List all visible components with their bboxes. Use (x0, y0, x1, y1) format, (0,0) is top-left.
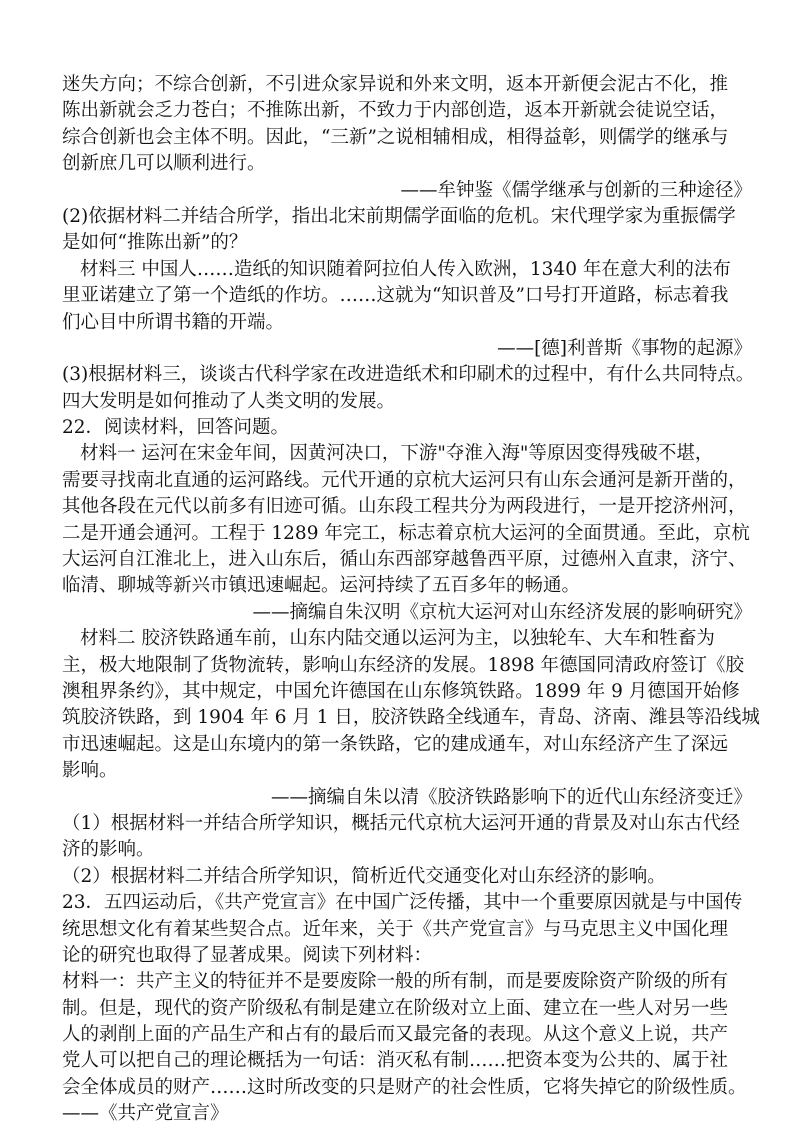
material-text: 其他各段在元代以前多有旧迹可循。山东段工程共分为两段进行，一是开挖济州河， (62, 496, 747, 518)
material-text: 里亚诺建立了第一个造纸的作坊。……这就为“知识普及”口号打开道路，标志着我 (62, 285, 729, 307)
material-text: 材料二 胶济铁路通车前，山东内陆交通以运河为主，以独轮车、大车和牲畜为 (80, 628, 715, 650)
material-text: 党人可以把自己的理论概括为一句话：消灭私有制……把资本变为公共的、属于社 (62, 1050, 729, 1072)
material-text: 需要寻找南北直通的运河路线。元代开通的京杭大运河只有山东会通河是新开凿的， (62, 469, 747, 491)
question-text: 统思想文化有着某些契合点。近年来，关于《共产党宣言》与马克思主义中国化理 (62, 918, 729, 940)
document-page (62, 72, 760, 1128)
material-text: 们心目中所谓书籍的开端。 (62, 311, 285, 333)
source-citation: ——摘编自朱以清《胶济铁路影响下的近代山东经济变迁》 (270, 786, 752, 808)
material-text: 市迅速崛起。这是山东境内的第一条铁路，它的建成通车，对山东经济产生了深远 (62, 733, 729, 755)
material-text: 会全体成员的财产……这时所改变的只是财产的社会性质，它将失掉它的阶级性质。 (62, 1076, 747, 1098)
question-text: 四大发明是如何推动了人类文明的发展。 (62, 390, 396, 412)
material-text: 筑胶济铁路，到 1904 年 6 月 1 日，胶济铁路全线通车，青岛、济南、潍县等沿线城 (62, 707, 760, 729)
material-text: 材料三 中国人……造纸的知识随着阿拉伯人传入欧洲，1340 年在意大利的法布 (80, 258, 731, 280)
material-text: 制。但是，现代的资产阶级私有制是建立在阶级对立上面、建立在一些人对另一些 (62, 997, 729, 1019)
material-text: 临清、聊城等新兴市镇迅速崛起。运河持续了五百多年的畅通。 (62, 575, 581, 597)
text-line: 综合创新也会主体不明。因此，“三新”之说相辅相成，相得益彰，则儒学的继承与 (62, 126, 729, 148)
material-text: 材料一：共产主义的特征并不是要废除一般的所有制，而是要废除资产阶级的所有 (62, 971, 729, 993)
question-heading: 23．五四运动后，《共产党宣言》在中国广泛传播，其中一个重要原因就是与中国传 (62, 892, 743, 914)
question-text: 是如何“推陈出新”的？ (62, 232, 248, 254)
material-text: 大运河自江淮北上，进入山东后，循山东西部穿越鲁西平原，过德州入直隶，济宁、 (62, 549, 747, 571)
material-text: 二是开通会通河。工程于 1289 年完工，标志着京杭大运河的全面贯通。至此，京杭 (62, 522, 750, 544)
material-text: 主，极大地限制了货物流转，影响山东经济的发展。1898 年德国同清政府签订《胶 (62, 654, 744, 676)
question-text: 论的研究也取得了显著成果。阅读下列材料： (62, 944, 433, 966)
question-text: （2）根据材料二并结合所学知识，简析近代交通变化对山东经济的影响。 (62, 865, 666, 887)
material-text: 材料一 运河在宋金年间，因黄河决口，下游"夺淮入海"等原因变得残破不堪， (80, 443, 714, 465)
question-text: (3)根据材料三，谈谈古代科学家在改进造纸术和印刷术的过程中，有什么共同特点。 (62, 364, 755, 386)
source-citation: ——摘编自朱汉明《京杭大运河对山东经济发展的影响研究》 (252, 601, 752, 623)
text-line: 陈出新就会乏力苍白；不推陈出新，不致力于内部创造，返本开新就会徒说空话， (62, 100, 729, 122)
source-citation: ——《共产党宣言》 (62, 1103, 229, 1125)
source-citation: ——牟钟鉴《儒学继承与创新的三种途径》 (400, 179, 752, 201)
question-text: （1）根据材料一并结合所学知识，概括元代京杭大运河开通的背景及对山东古代经 (62, 812, 740, 834)
question-text: 济的影响。 (62, 839, 155, 861)
text-line: 迷失方向；不综合创新，不引进众家异说和外来文明，返本开新便会泥古不化，推 (62, 74, 729, 95)
text-line: 创新庶几可以顺利进行。 (62, 153, 266, 175)
source-citation: ——[德]利普斯《事物的起源》 (497, 337, 752, 359)
material-text: 人的剥削上面的产品生产和占有的最后而又最完备的表现。从这个意义上说，共产 (62, 1024, 729, 1046)
material-text: 影响。 (62, 760, 118, 782)
question-text: (2)依据材料二并结合所学，指出北宋前期儒学面临的危机。宋代理学家为重振儒学 (62, 205, 736, 227)
question-heading: 22．阅读材料，回答问题。 (62, 417, 290, 439)
material-text: 澳租界条约》，其中规定，中国允许德国在山东修筑铁路。1899 年 9 月德国开始修 (62, 680, 740, 702)
